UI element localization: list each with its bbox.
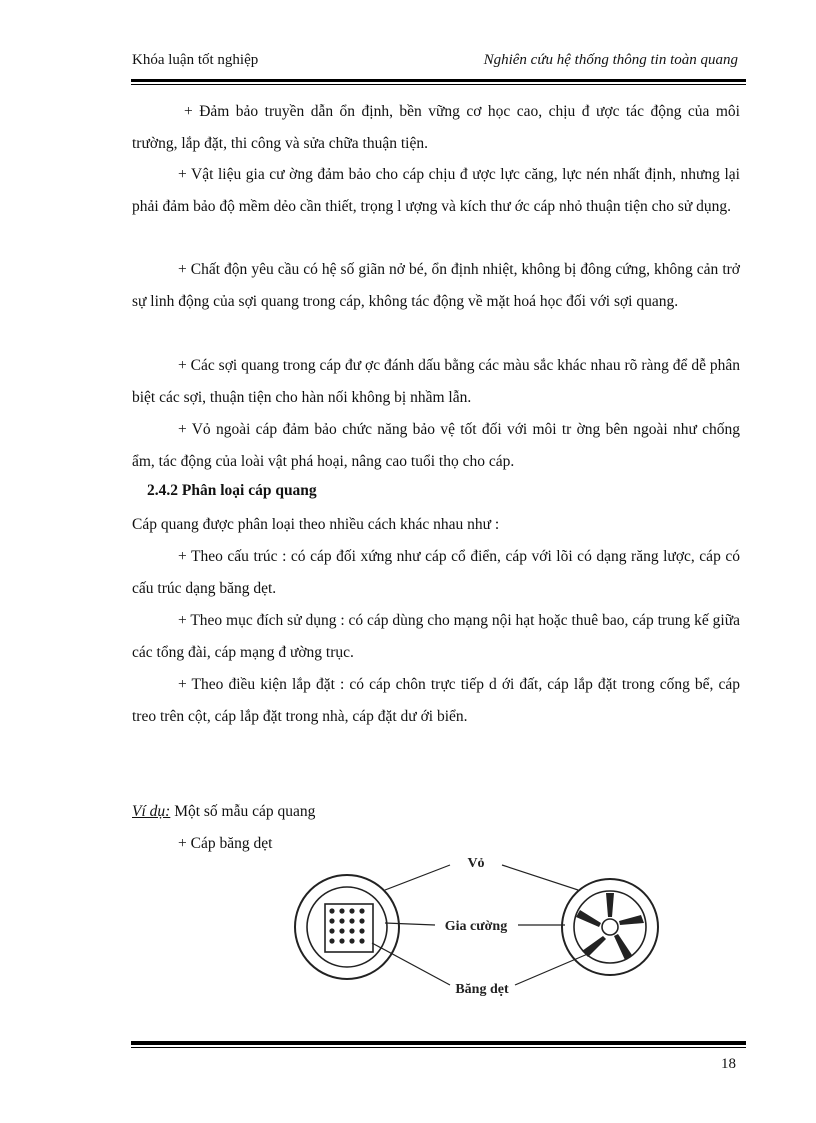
example-sub: + Cáp băng dẹt [178,835,273,852]
requirement-5: + Vỏ ngoài cáp đảm bảo chức năng bảo vệ tốt đối với môi tr ờng bên ngoài như chống ẩm, tác động của loài vật phá hoại, nâng cao tuổi thọ cho cáp. [132,421,740,470]
header-rule-thin [131,84,746,85]
requirement-1: + Đảm bảo truyền dẫn ổn định, bền vững cơ học cao, chịu đ ược tác động của môi trường, lắp đặt, thi công và sửa chữa thuận tiện. [132,103,740,152]
header-title-left: Khóa luận tốt nghiệp [132,52,259,68]
section-intro: Cáp quang được phân loại theo nhiều cách khác nhau như : [132,516,500,533]
example-line [132,796,740,828]
label-ribbon: Băng dẹt [455,982,509,997]
page-number: 18 [721,1056,736,1072]
footer-rule-thin [131,1047,746,1048]
classification-installation: + Theo điều kiện lắp đặt : có cáp chôn trực tiếp d ới đất, cáp lắp đặt trong cống bể, cáp treo trên cột, cáp lắp đặt trong nhà, cáp đặt dư ới biển. [132,676,740,725]
requirement-4: + Các sợi quang trong cáp đư ợc đánh dấu bằng các màu sắc khác nhau rõ ràng để dễ phân biệt các sợi, thuận tiện cho hàn nối không bị nhầm lẫn. [132,357,740,406]
header-title-right: Nghiên cứu hệ thống thông tin toàn quang [483,52,738,68]
right-cable-cross-section [562,879,658,975]
ribbon-cable-figure [290,835,675,1020]
section-heading: 2.4.2 Phân loại cáp quang [147,482,317,499]
example-text: Một số mẫu cáp quang [170,803,316,820]
footer-rule [131,1041,746,1045]
requirement-3: + Chất độn yêu cầu có hệ số giãn nở bé, ổn định nhiệt, không bị đông cứng, không cản trở sự linh động của sợi quang trong cáp, không tác động về mặt hoá học đối với sợi quang. [132,261,740,310]
example-label: Ví dụ: [132,803,171,820]
slotted-core-ribs [576,893,644,960]
label-shell: Vỏ [467,856,485,871]
classification-purpose: + Theo mục đích sử dụng : có cáp dùng cho mạng nội hạt hoặc thuê bao, cáp trung kế giữa các tổng đài, cáp mạng đ ường trục. [132,612,741,661]
header-rule [131,79,746,82]
requirement-2: + Vật liệu gia cư ờng đảm bảo cho cáp chịu đ ược lực căng, lực nén nhất định, nhưng lại phải đảm bảo độ mềm dẻo cần thiết, trọng l ượng và kích thư ớc cáp nhỏ thuận tiện cho sử dụng. [132,166,740,215]
left-cable-cross-section [295,875,399,979]
label-strength-member: Gia cường [444,919,508,934]
classification-structure: + Theo cấu trúc : có cáp đối xứng như cáp cổ điển, cáp với lõi có dạng răng lược, cáp có cấu trúc dạng băng dẹt. [132,548,740,597]
ribbon-fibers [329,908,364,943]
